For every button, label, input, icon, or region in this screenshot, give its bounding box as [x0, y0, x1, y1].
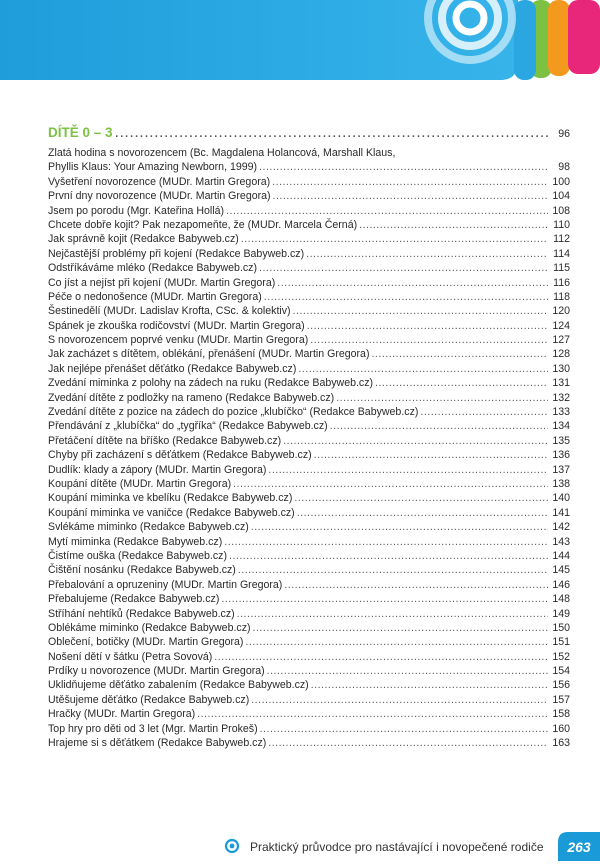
- dot-leader: [420, 405, 548, 419]
- dot-leader: [307, 319, 548, 333]
- toc-entry-title: Zvedání miminka z polohy na zádech na ruku (Redakce Babyweb.cz): [48, 377, 374, 390]
- toc-entry[interactable]: [48, 520, 570, 534]
- ring-bullet-icon: [224, 838, 240, 854]
- dot-leader: [264, 290, 548, 304]
- dot-leader: [238, 563, 548, 577]
- toc-entry[interactable]: [48, 362, 570, 376]
- dot-leader: [268, 463, 548, 477]
- toc-entry[interactable]: [48, 722, 570, 736]
- toc-entry-page: 142: [552, 521, 570, 534]
- page-number: 263: [567, 839, 591, 855]
- toc-entry-page: 98: [558, 161, 570, 174]
- dot-leader: [375, 376, 548, 390]
- toc-entry-page: 149: [552, 607, 570, 620]
- toc-entry-page: 143: [552, 535, 570, 548]
- toc-entry-page: 100: [552, 175, 570, 188]
- toc-entry-page: 157: [552, 693, 570, 706]
- toc-entry-title: Hrajeme si s děťátkem (Redakce Babyweb.cz): [48, 737, 267, 750]
- dot-leader: [259, 261, 548, 275]
- page-number-tab: [558, 832, 600, 861]
- toc-entry[interactable]: [48, 290, 570, 304]
- toc-entry-title: Mytí miminka (Redakce Babyweb.cz): [48, 535, 223, 548]
- toc-entry-page: 133: [552, 406, 570, 419]
- toc-entry[interactable]: [48, 189, 570, 203]
- dot-leader: [245, 635, 548, 649]
- section-title: DÍTĚ 0 – 3: [48, 125, 113, 140]
- toc-entries: [48, 146, 570, 750]
- toc-entry-title: Přebalujeme (Redakce Babyweb.cz): [48, 593, 220, 606]
- toc-entry-page: 154: [552, 665, 570, 678]
- dot-leader: [284, 578, 548, 592]
- toc-entry-title: Jak správně kojit (Redakce Babyweb.cz): [48, 233, 239, 246]
- dot-leader: [298, 362, 548, 376]
- dot-leader: [259, 160, 548, 174]
- dot-leader: [359, 218, 548, 232]
- toc-entry-title: Nejčastější problémy při kojení (Redakce Babyweb.cz): [48, 247, 305, 260]
- dot-leader: [306, 247, 548, 261]
- toc-entry-title: Utěšujeme děťátko (Redakce Babyweb.cz): [48, 693, 250, 706]
- toc-entry-title: Čištění nosánku (Redakce Babyweb.cz): [48, 564, 236, 577]
- toc-entry-title: Zvedání dítěte z pozice na zádech do pozice „klubíčko“ (Redakce Babyweb.cz): [48, 406, 419, 419]
- toc-entry-page: 131: [552, 377, 570, 390]
- dot-leader: [268, 736, 548, 750]
- toc-entry-title: Přendávání z „klubíčka“ do „tygříka“ (Redakce Babyweb.cz): [48, 420, 328, 433]
- dot-leader: [277, 276, 548, 290]
- toc-entry[interactable]: [48, 261, 570, 275]
- toc-entry[interactable]: [48, 405, 570, 419]
- dot-leader: [229, 549, 548, 563]
- toc-entry[interactable]: [48, 247, 570, 261]
- dot-leader: [314, 448, 548, 462]
- toc-entry-page: 108: [552, 204, 570, 217]
- header-stripe-pink: [568, 0, 600, 74]
- toc-entry-page: 156: [552, 679, 570, 692]
- toc-entry-title: Oblékáme miminko (Redakce Babyweb.cz): [48, 621, 251, 634]
- toc-entry-title: Jak zacházet s dítětem, oblékání, přenášení (MUDr. Martin Gregora): [48, 348, 370, 361]
- dot-leader: [251, 693, 548, 707]
- toc-entry-page: 132: [552, 391, 570, 404]
- toc-entry-page: 151: [552, 636, 570, 649]
- toc-entry[interactable]: [48, 549, 570, 563]
- toc-entry-page: 124: [552, 319, 570, 332]
- toc-entry[interactable]: [48, 607, 570, 621]
- dot-leader: [310, 333, 548, 347]
- dot-leader: [311, 678, 548, 692]
- toc-entry-title: Chyby při zacházení s děťátkem (Redakce Babyweb.cz): [48, 449, 312, 462]
- toc-entry[interactable]: [48, 419, 570, 433]
- toc-entry-page: 137: [552, 463, 570, 476]
- toc-entry-page: 135: [552, 434, 570, 447]
- toc-entry-page: 148: [552, 593, 570, 606]
- section-heading[interactable]: [48, 124, 570, 144]
- toc-entry-title: Přebalování a opruzeniny (MUDr. Martin Gregora): [48, 578, 283, 591]
- footer-text: Praktický průvodce pro nastávající i novopečené rodiče: [250, 840, 544, 854]
- toc-entry-page: 158: [552, 708, 570, 721]
- toc-entry[interactable]: [48, 563, 570, 577]
- toc-entry[interactable]: [48, 347, 570, 361]
- dot-leader: [293, 304, 548, 318]
- toc-entry-title: Vyšetření novorozence (MUDr. Martin Gregora): [48, 175, 271, 188]
- toc-entry[interactable]: [48, 218, 570, 232]
- toc-entry-page: 114: [553, 247, 570, 260]
- toc-entry[interactable]: [48, 621, 570, 635]
- toc-entry-page: 120: [552, 305, 570, 318]
- dot-leader: [197, 707, 548, 721]
- toc-entry-title: Přetáčení dítěte na bříško (Redakce Babyweb.cz): [48, 434, 282, 447]
- toc-entry-title: Jsem po porodu (Mgr. Kateřina Hollá): [48, 204, 225, 217]
- toc-entry-page: 127: [552, 334, 570, 347]
- toc-entry[interactable]: [48, 204, 570, 218]
- toc-entry[interactable]: [48, 146, 570, 175]
- dot-leader: [253, 621, 548, 635]
- toc-entry-page: 141: [552, 506, 570, 519]
- dot-leader: [260, 722, 548, 736]
- toc-entry-title: S novorozencem poprvé venku (MUDr. Martin Gregora): [48, 334, 309, 347]
- dot-leader: [237, 607, 548, 621]
- toc-entry-title: Zlatá hodina s novorozencem (Bc. Magdalena Holancová, Marshall Klaus,: [48, 147, 396, 159]
- page-footer: [222, 832, 600, 861]
- dot-leader: [233, 477, 548, 491]
- dot-leader: [371, 347, 548, 361]
- toc-entry-title: Koupání miminka ve kbelíku (Redakce Babyweb.cz): [48, 492, 293, 505]
- toc-entry-title: Oblečení, botičky (MUDr. Martin Gregora): [48, 636, 244, 649]
- toc-entry[interactable]: [48, 232, 570, 246]
- toc-entry-title: Péče o nedonošence (MUDr. Martin Gregora): [48, 290, 262, 303]
- toc-entry[interactable]: [48, 276, 570, 290]
- toc-entry[interactable]: [48, 391, 570, 405]
- toc-entry-page: 144: [552, 549, 570, 562]
- toc-entry-title: Co jíst a nejíst při kojení (MUDr. Martin Gregora): [48, 276, 276, 289]
- toc-entry[interactable]: [48, 434, 570, 448]
- toc-entry[interactable]: [48, 304, 570, 318]
- toc-entry[interactable]: [48, 506, 570, 520]
- dot-leader: [224, 535, 548, 549]
- toc-entry-title: Odstříkáváme mléko (Redakce Babyweb.cz): [48, 262, 258, 275]
- toc-entry-title: Stříhání nehtíků (Redakce Babyweb.cz): [48, 607, 235, 620]
- toc-entry-title: Prdíky u novorozence (MUDr. Martin Gregora): [48, 665, 265, 678]
- dot-leader: [297, 506, 548, 520]
- dot-leader: [330, 419, 548, 433]
- toc-entry[interactable]: [48, 333, 570, 347]
- toc-entry[interactable]: [48, 175, 570, 189]
- toc-entry[interactable]: [48, 592, 570, 606]
- dot-leader: [214, 650, 548, 664]
- toc-entry-page: 110: [553, 218, 570, 231]
- toc-entry[interactable]: [48, 664, 570, 678]
- toc-entry[interactable]: [48, 736, 570, 750]
- toc-entry-title: Šestinedělí (MUDr. Ladislav Krofta, CSc. & kolektiv): [48, 305, 291, 318]
- toc-entry-page: 163: [552, 737, 570, 750]
- toc-entry[interactable]: [48, 491, 570, 505]
- section-page-number: 96: [558, 128, 570, 140]
- toc-entry-title: Koupání miminka ve vaničce (Redakce Babyweb.cz): [48, 506, 295, 519]
- toc-entry[interactable]: [48, 319, 570, 333]
- toc-entry[interactable]: [48, 477, 570, 491]
- toc-entry[interactable]: [48, 535, 570, 549]
- dot-leader: [273, 189, 548, 203]
- toc-entry-title: Top hry pro děti od 3 let (Mgr. Martin Prokeš): [48, 722, 258, 735]
- header-stripe-orange: [548, 0, 570, 76]
- toc-entry-title: Zvedání dítěte z podložky na rameno (Redakce Babyweb.cz): [48, 391, 335, 404]
- toc-entry-page: 118: [553, 290, 570, 303]
- toc-entry[interactable]: [48, 463, 570, 477]
- toc-entry-title: Phyllis Klaus: Your Amazing Newborn, 1999): [48, 161, 258, 174]
- toc-entry-title: První dny novorozence (MUDr. Martin Gregora): [48, 190, 271, 203]
- toc-entry-page: 104: [552, 190, 570, 203]
- dot-leader: [251, 520, 548, 534]
- toc-entry[interactable]: [48, 635, 570, 649]
- toc-entry-page: 146: [552, 578, 570, 591]
- dot-leader: [221, 592, 548, 606]
- toc-entry-title: Hračky (MUDr. Martin Gregora): [48, 708, 196, 721]
- toc-entry-title: Nošení dětí v šátku (Petra Sovová): [48, 650, 213, 663]
- table-of-contents: [48, 124, 570, 750]
- dot-leader: [241, 232, 548, 246]
- dot-leader: [226, 204, 548, 218]
- toc-entry-page: 128: [552, 348, 570, 361]
- toc-entry-page: 150: [552, 621, 570, 634]
- toc-entry-title: Spánek je zkouška rodičovství (MUDr. Martin Gregora): [48, 319, 305, 332]
- toc-entry[interactable]: [48, 678, 570, 692]
- toc-entry-title: Svlékáme miminko (Redakce Babyweb.cz): [48, 521, 249, 534]
- toc-entry-page: 152: [552, 650, 570, 663]
- toc-entry-title: Chcete dobře kojit? Pak nezapomeňte, že (MUDr. Marcela Černá): [48, 218, 358, 231]
- toc-entry[interactable]: [48, 693, 570, 707]
- dot-leader: [294, 491, 548, 505]
- toc-entry[interactable]: [48, 376, 570, 390]
- toc-entry-page: 145: [552, 564, 570, 577]
- dot-leader: [115, 124, 548, 142]
- toc-entry-page: 136: [552, 449, 570, 462]
- toc-entry[interactable]: [48, 578, 570, 592]
- toc-entry-title: Čistíme ouška (Redakce Babyweb.cz): [48, 549, 227, 562]
- toc-entry[interactable]: [48, 650, 570, 664]
- header-band: [0, 0, 600, 80]
- toc-entry-page: 115: [553, 262, 570, 275]
- toc-entry-page: 112: [553, 233, 570, 246]
- dot-leader: [272, 175, 548, 189]
- dot-leader: [267, 664, 548, 678]
- toc-entry-page: 140: [552, 492, 570, 505]
- toc-entry-page: 116: [553, 276, 570, 289]
- dot-leader: [283, 434, 548, 448]
- toc-entry-page: 134: [552, 420, 570, 433]
- toc-entry-title: Uklidňujeme děťátko zabalením (Redakce Babyweb.cz): [48, 679, 309, 692]
- toc-entry-title: Dudlík: klady a zápory (MUDr. Martin Gregora): [48, 463, 267, 476]
- toc-entry-title: Koupání dítěte (MUDr. Martin Gregora): [48, 477, 232, 490]
- toc-entry[interactable]: [48, 707, 570, 721]
- dot-leader: [336, 391, 548, 405]
- toc-entry[interactable]: [48, 448, 570, 462]
- toc-entry-title: Jak nejlépe přenášet děťátko (Redakce Babyweb.cz): [48, 362, 297, 375]
- toc-entry-page: 160: [552, 722, 570, 735]
- toc-entry-page: 138: [552, 477, 570, 490]
- toc-entry-page: 130: [552, 362, 570, 375]
